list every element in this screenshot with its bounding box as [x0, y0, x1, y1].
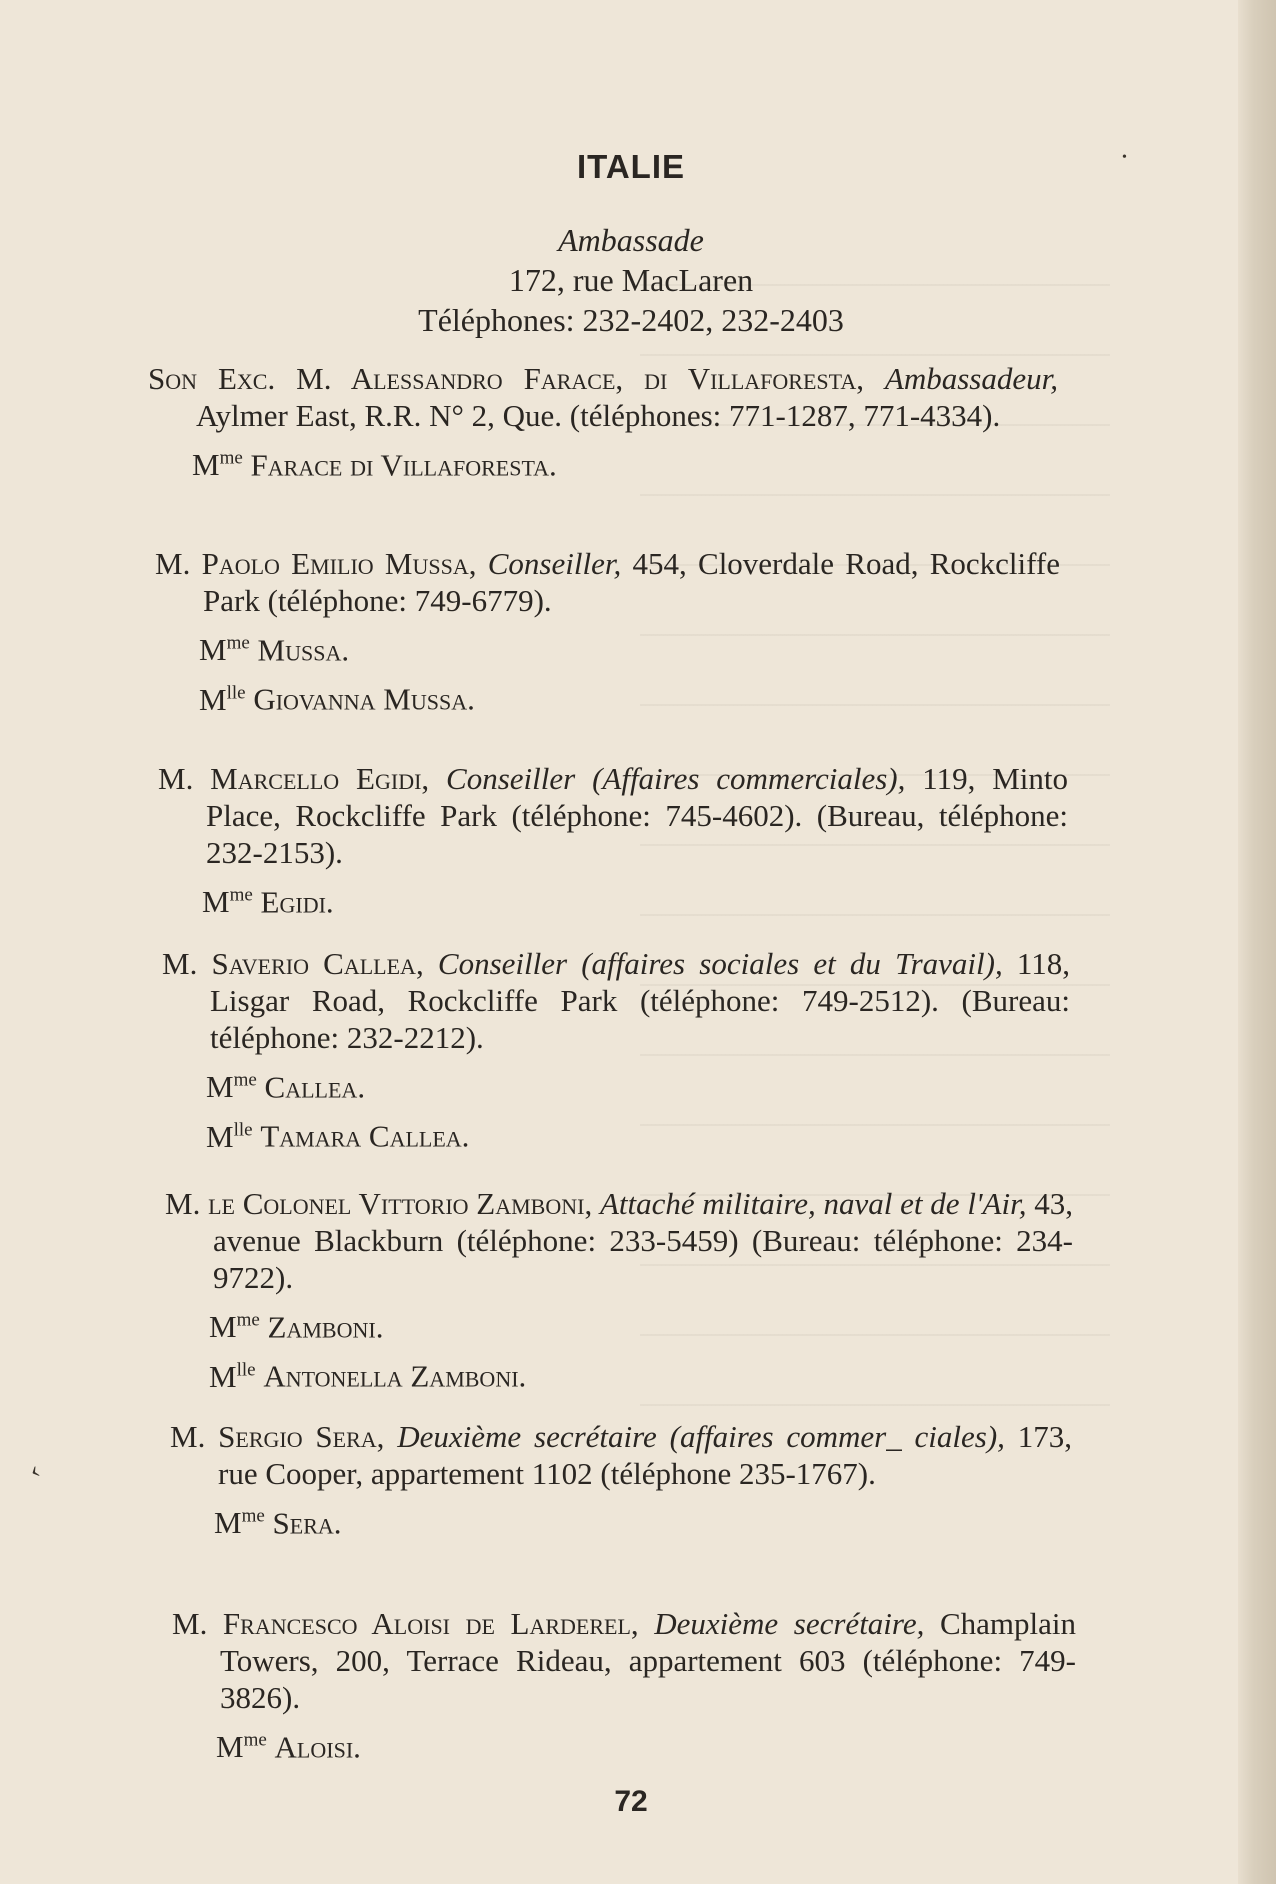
- family-name: Egidi.: [260, 884, 334, 920]
- honorific: $M^{me}$: [206, 1069, 257, 1105]
- country-heading: ITALIE: [576, 148, 686, 185]
- embassy-label: Ambassade: [558, 222, 704, 258]
- family-name: Mussa.: [257, 632, 350, 668]
- family-name: Farace di Villaforesta.: [250, 447, 557, 483]
- family-member: [170, 1498, 1072, 1541]
- family-name: Antonella Zamboni.: [263, 1358, 527, 1394]
- entry-name: M. Francesco Aloisi de Larderel,: [172, 1606, 639, 1641]
- entry-title: Attaché militaire, naval et de l'Air,: [599, 1186, 1027, 1221]
- entry-text: [148, 360, 1058, 434]
- entry-name: M. Paolo Emilio Mussa,: [155, 546, 477, 581]
- honorific: $M^{me}$: [214, 1505, 265, 1541]
- embassy-phones: Téléphones: 232-2402, 232-2403: [418, 302, 844, 338]
- entry-text: [155, 545, 1060, 619]
- family-member: [165, 1302, 1073, 1345]
- entry-details: 119, Minto Place, Rockcliffe Park (téléphone: 745-4602). (Bureau, téléphone: 232-2153).: [206, 761, 1069, 870]
- embassy-address: 172, rue MacLaren: [508, 262, 754, 298]
- honorific: $M^{me}$: [216, 1729, 267, 1765]
- entry-title: Deuxième secrétaire (affaires commer_ ciales),: [397, 1419, 1005, 1454]
- entry-text: [162, 945, 1070, 1056]
- honorific: $M^{lle}$: [199, 681, 246, 717]
- honorific: $M^{me}$: [209, 1309, 260, 1345]
- entry-text: [158, 760, 1068, 871]
- honorific: $M^{me}$: [192, 447, 243, 483]
- entry-title: Conseiller (Affaires commerciales),: [446, 761, 906, 796]
- entry-name: M. le Colonel Vittorio Zamboni,: [165, 1186, 593, 1221]
- entry-title: Conseiller (affaires sociales et du Travail),: [437, 946, 1003, 981]
- ink-mark: ‹: [24, 1454, 45, 1485]
- entry-text: [165, 1185, 1073, 1296]
- honorific: $M^{me}$: [202, 884, 253, 920]
- family-name: Giovanna Mussa.: [253, 681, 475, 717]
- entry-text: [172, 1605, 1076, 1716]
- directory-entry: [158, 760, 1068, 920]
- family-name: Callea.: [264, 1069, 366, 1105]
- family-member: [172, 1722, 1076, 1765]
- family-member: [162, 1111, 1070, 1154]
- entry-name: M. Marcello Egidi,: [158, 761, 430, 796]
- family-name: Zamboni.: [267, 1309, 384, 1345]
- family-member: [158, 877, 1068, 920]
- entry-details: 43, avenue Blackburn (téléphone: 233-5459) (Bureau: téléphone: 234-9722).: [213, 1186, 1074, 1295]
- family-member: [155, 674, 1060, 717]
- entry-name: M. Sergio Sera,: [170, 1419, 385, 1454]
- directory-entry: [162, 945, 1070, 1155]
- directory-entry: [148, 360, 1058, 483]
- honorific: $M^{lle}$: [206, 1118, 253, 1154]
- family-name: Sera.: [272, 1505, 342, 1541]
- entry-name: M. Saverio Callea,: [162, 946, 424, 981]
- entry-details: 454, Cloverdale Road, Rockcliffe Park (téléphone: 749-6779).: [203, 546, 1060, 618]
- family-name: Tamara Callea.: [260, 1118, 470, 1154]
- entry-text: [170, 1418, 1072, 1492]
- entry-title: Ambassadeur,: [884, 361, 1059, 396]
- entry-title: Deuxième secrétaire,: [654, 1606, 925, 1641]
- entry-details: Champlain Towers, 200, Terrace Rideau, appartement 603 (téléphone: 749-3826).: [220, 1606, 1077, 1715]
- directory-entry: [165, 1185, 1073, 1395]
- honorific: $M^{me}$: [199, 632, 250, 668]
- directory-entry: [170, 1418, 1072, 1541]
- family-member: [148, 440, 1058, 483]
- entry-details: Aylmer East, R.R. N° 2, Que. (téléphones: 771-1287, 771-4334).: [196, 398, 1001, 433]
- family-member: [165, 1351, 1073, 1394]
- family-member: [162, 1062, 1070, 1105]
- entry-title: Conseiller,: [487, 546, 622, 581]
- directory-entry: [155, 545, 1060, 718]
- family-name: Aloisi.: [274, 1729, 361, 1765]
- family-member: [155, 625, 1060, 668]
- honorific: $M^{lle}$: [209, 1358, 256, 1394]
- entry-details: 118, Lisgar Road, Rockcliffe Park (téléphone: 749-2512). (Bureau: téléphone: 232-2212).: [210, 946, 1071, 1055]
- ink-speck: •: [1122, 150, 1127, 165]
- page-number: 72: [614, 1785, 648, 1818]
- directory-entry: [172, 1605, 1076, 1765]
- entry-details: 173, rue Cooper, appartement 1102 (téléphone 235-1767).: [218, 1419, 1072, 1491]
- entry-name: Son Exc. M. Alessandro Farace, di Villaforesta,: [148, 361, 864, 396]
